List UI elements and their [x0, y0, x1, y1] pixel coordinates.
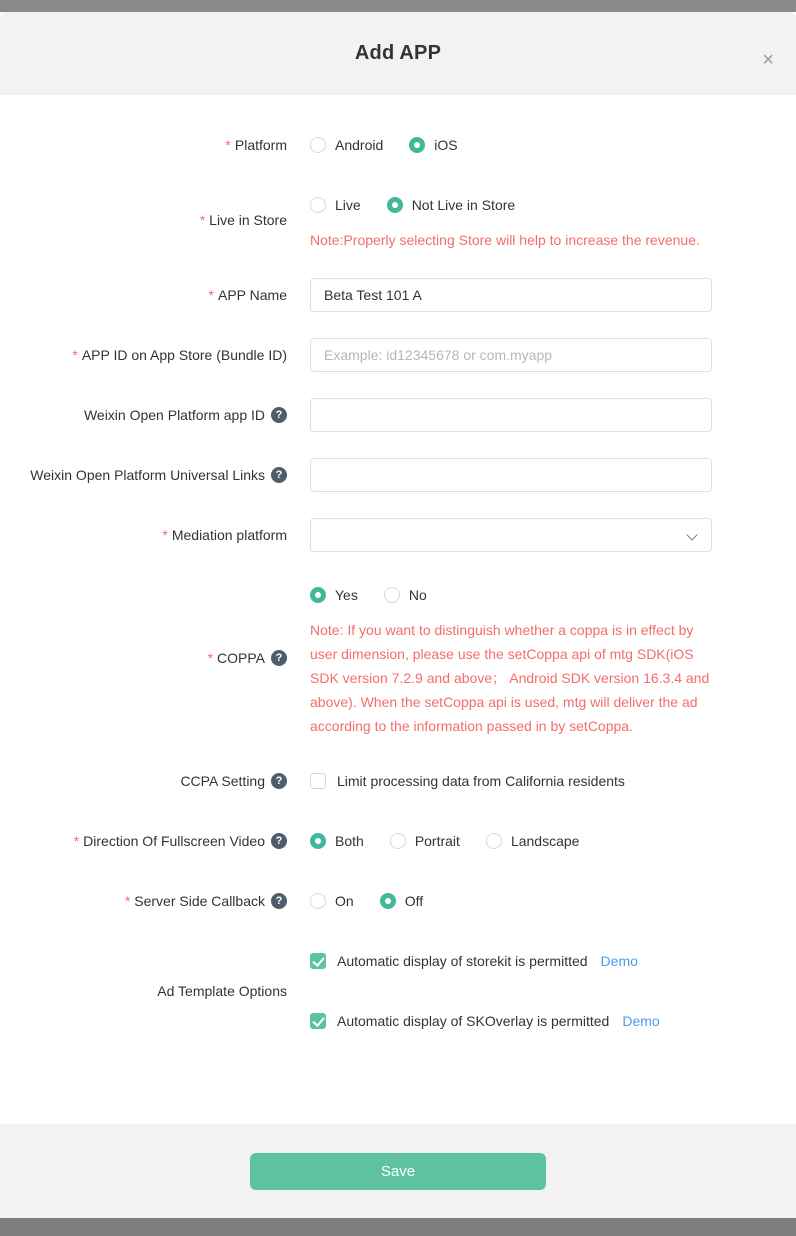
ccpa-label: CCPA Setting ? [30, 764, 310, 798]
required-mark: * [72, 347, 78, 363]
weixin-universal-links-input[interactable] [310, 458, 712, 492]
storekit-checkbox-item[interactable]: Automatic display of storekit is permitted [310, 953, 588, 969]
mediation-platform-row [30, 518, 766, 552]
server-callback-label: * Server Side Callback ? [30, 884, 310, 918]
platform-option-android[interactable]: Android [310, 137, 383, 153]
direction-option-both[interactable]: Both [310, 833, 364, 849]
chevron-down-icon [686, 529, 697, 540]
ccpa-row [30, 764, 766, 798]
radio-unchecked-icon[interactable] [310, 197, 326, 213]
storekit-demo-link[interactable]: Demo [600, 953, 638, 969]
app-id-input[interactable] [310, 338, 712, 372]
save-button[interactable]: Save [250, 1153, 546, 1190]
background-page-top [0, 0, 796, 12]
coppa-option-yes[interactable]: Yes [310, 587, 358, 603]
live-in-store-controls [310, 188, 766, 252]
platform-option-ios[interactable]: iOS [409, 137, 457, 153]
coppa-option-no[interactable]: No [384, 587, 427, 603]
radio-checked-icon[interactable] [387, 197, 403, 213]
radio-checked-icon[interactable] [409, 137, 425, 153]
live-in-store-radio-group [310, 188, 766, 222]
coppa-label: * COPPA ? [30, 578, 310, 738]
direction-option-landscape[interactable]: Landscape [486, 833, 580, 849]
skoverlay-demo-link[interactable]: Demo [622, 1013, 660, 1029]
platform-row [30, 128, 766, 162]
help-icon[interactable]: ? [271, 773, 287, 789]
live-in-store-row [30, 188, 766, 252]
required-mark: * [73, 833, 80, 849]
radio-unchecked-icon[interactable] [310, 137, 326, 153]
server-callback-option-off[interactable]: Off [380, 893, 423, 909]
app-name-input[interactable] [310, 278, 712, 312]
dialog-title: Add APP [354, 42, 442, 64]
required-mark: * [162, 527, 168, 543]
ad-template-label: Ad Template Options [157, 983, 287, 999]
radio-unchecked-icon[interactable] [486, 833, 502, 849]
server-callback-radio-group [310, 884, 766, 918]
weixin-app-id-label: Weixin Open Platform app ID ? [30, 398, 310, 432]
server-callback-option-on[interactable]: On [310, 893, 354, 909]
skoverlay-checkbox-item[interactable]: Automatic display of SKOverlay is permitted [310, 1013, 609, 1029]
direction-option-portrait[interactable]: Portrait [390, 833, 460, 849]
platform-radio-group [310, 128, 766, 162]
help-icon[interactable]: ? [271, 893, 287, 909]
radio-unchecked-icon[interactable] [390, 833, 406, 849]
radio-unchecked-icon[interactable] [310, 893, 326, 909]
ad-template-option-storekit [310, 944, 766, 978]
ad-template-option-skoverlay [310, 1004, 766, 1038]
radio-unchecked-icon[interactable] [384, 587, 400, 603]
dialog-footer [0, 1124, 796, 1218]
live-option-not-live[interactable]: Not Live in Store [387, 197, 516, 213]
live-in-store-label: * Live in Store [199, 212, 287, 228]
live-option-live[interactable]: Live [310, 197, 361, 213]
weixin-app-id-input[interactable] [310, 398, 712, 432]
radio-checked-icon[interactable] [380, 893, 396, 909]
background-page-bottom [0, 1218, 796, 1236]
mediation-platform-select[interactable] [310, 518, 712, 552]
required-mark: * [207, 650, 214, 666]
mediation-platform-label: * Mediation platform [162, 527, 287, 543]
coppa-row [30, 578, 766, 738]
live-in-store-note: Note:Properly selecting Store will help to increase the revenue. [310, 232, 700, 248]
help-icon[interactable]: ? [271, 650, 287, 666]
required-mark: * [208, 287, 214, 303]
weixin-app-id-row [30, 398, 766, 432]
app-name-label: * APP Name [208, 287, 287, 303]
help-icon[interactable]: ? [271, 407, 287, 423]
coppa-note: Note: If you want to distinguish whether a coppa is in effect by user dimension, please use the setCoppa api of mtg SDK(iOS SDK version 7.2.9 and above； Android SDK version 16.3.4 and above). When the setCoppa api is used, mtg will deliver the ad according to the information passed in by setCoppa. [310, 622, 710, 734]
server-callback-row [30, 884, 766, 918]
help-icon[interactable]: ? [271, 467, 287, 483]
direction-row [30, 824, 766, 858]
direction-label: * Direction Of Fullscreen Video ? [30, 824, 310, 858]
dialog-header [0, 12, 796, 95]
required-mark: * [199, 212, 206, 228]
coppa-radio-group [310, 578, 766, 612]
close-icon[interactable]: × [762, 49, 774, 71]
radio-checked-icon[interactable] [310, 833, 326, 849]
checkbox-checked-icon[interactable] [310, 1013, 326, 1029]
app-name-row [30, 278, 766, 312]
app-id-label: * APP ID on App Store (Bundle ID) [72, 347, 287, 363]
direction-radio-group [310, 824, 766, 858]
required-mark: * [124, 893, 131, 909]
ccpa-checkbox-item[interactable]: Limit processing data from California residents [310, 773, 625, 789]
checkbox-checked-icon[interactable] [310, 953, 326, 969]
checkbox-unchecked-icon[interactable] [310, 773, 326, 789]
app-id-row [30, 338, 766, 372]
ad-template-row [30, 944, 766, 1038]
platform-label: * Platform [225, 137, 287, 153]
required-mark: * [225, 137, 231, 153]
weixin-universal-links-row [30, 458, 766, 492]
help-icon[interactable]: ? [271, 833, 287, 849]
dialog-body [0, 95, 796, 1124]
weixin-universal-links-label: Weixin Open Platform Universal Links ? [30, 458, 310, 492]
radio-checked-icon[interactable] [310, 587, 326, 603]
